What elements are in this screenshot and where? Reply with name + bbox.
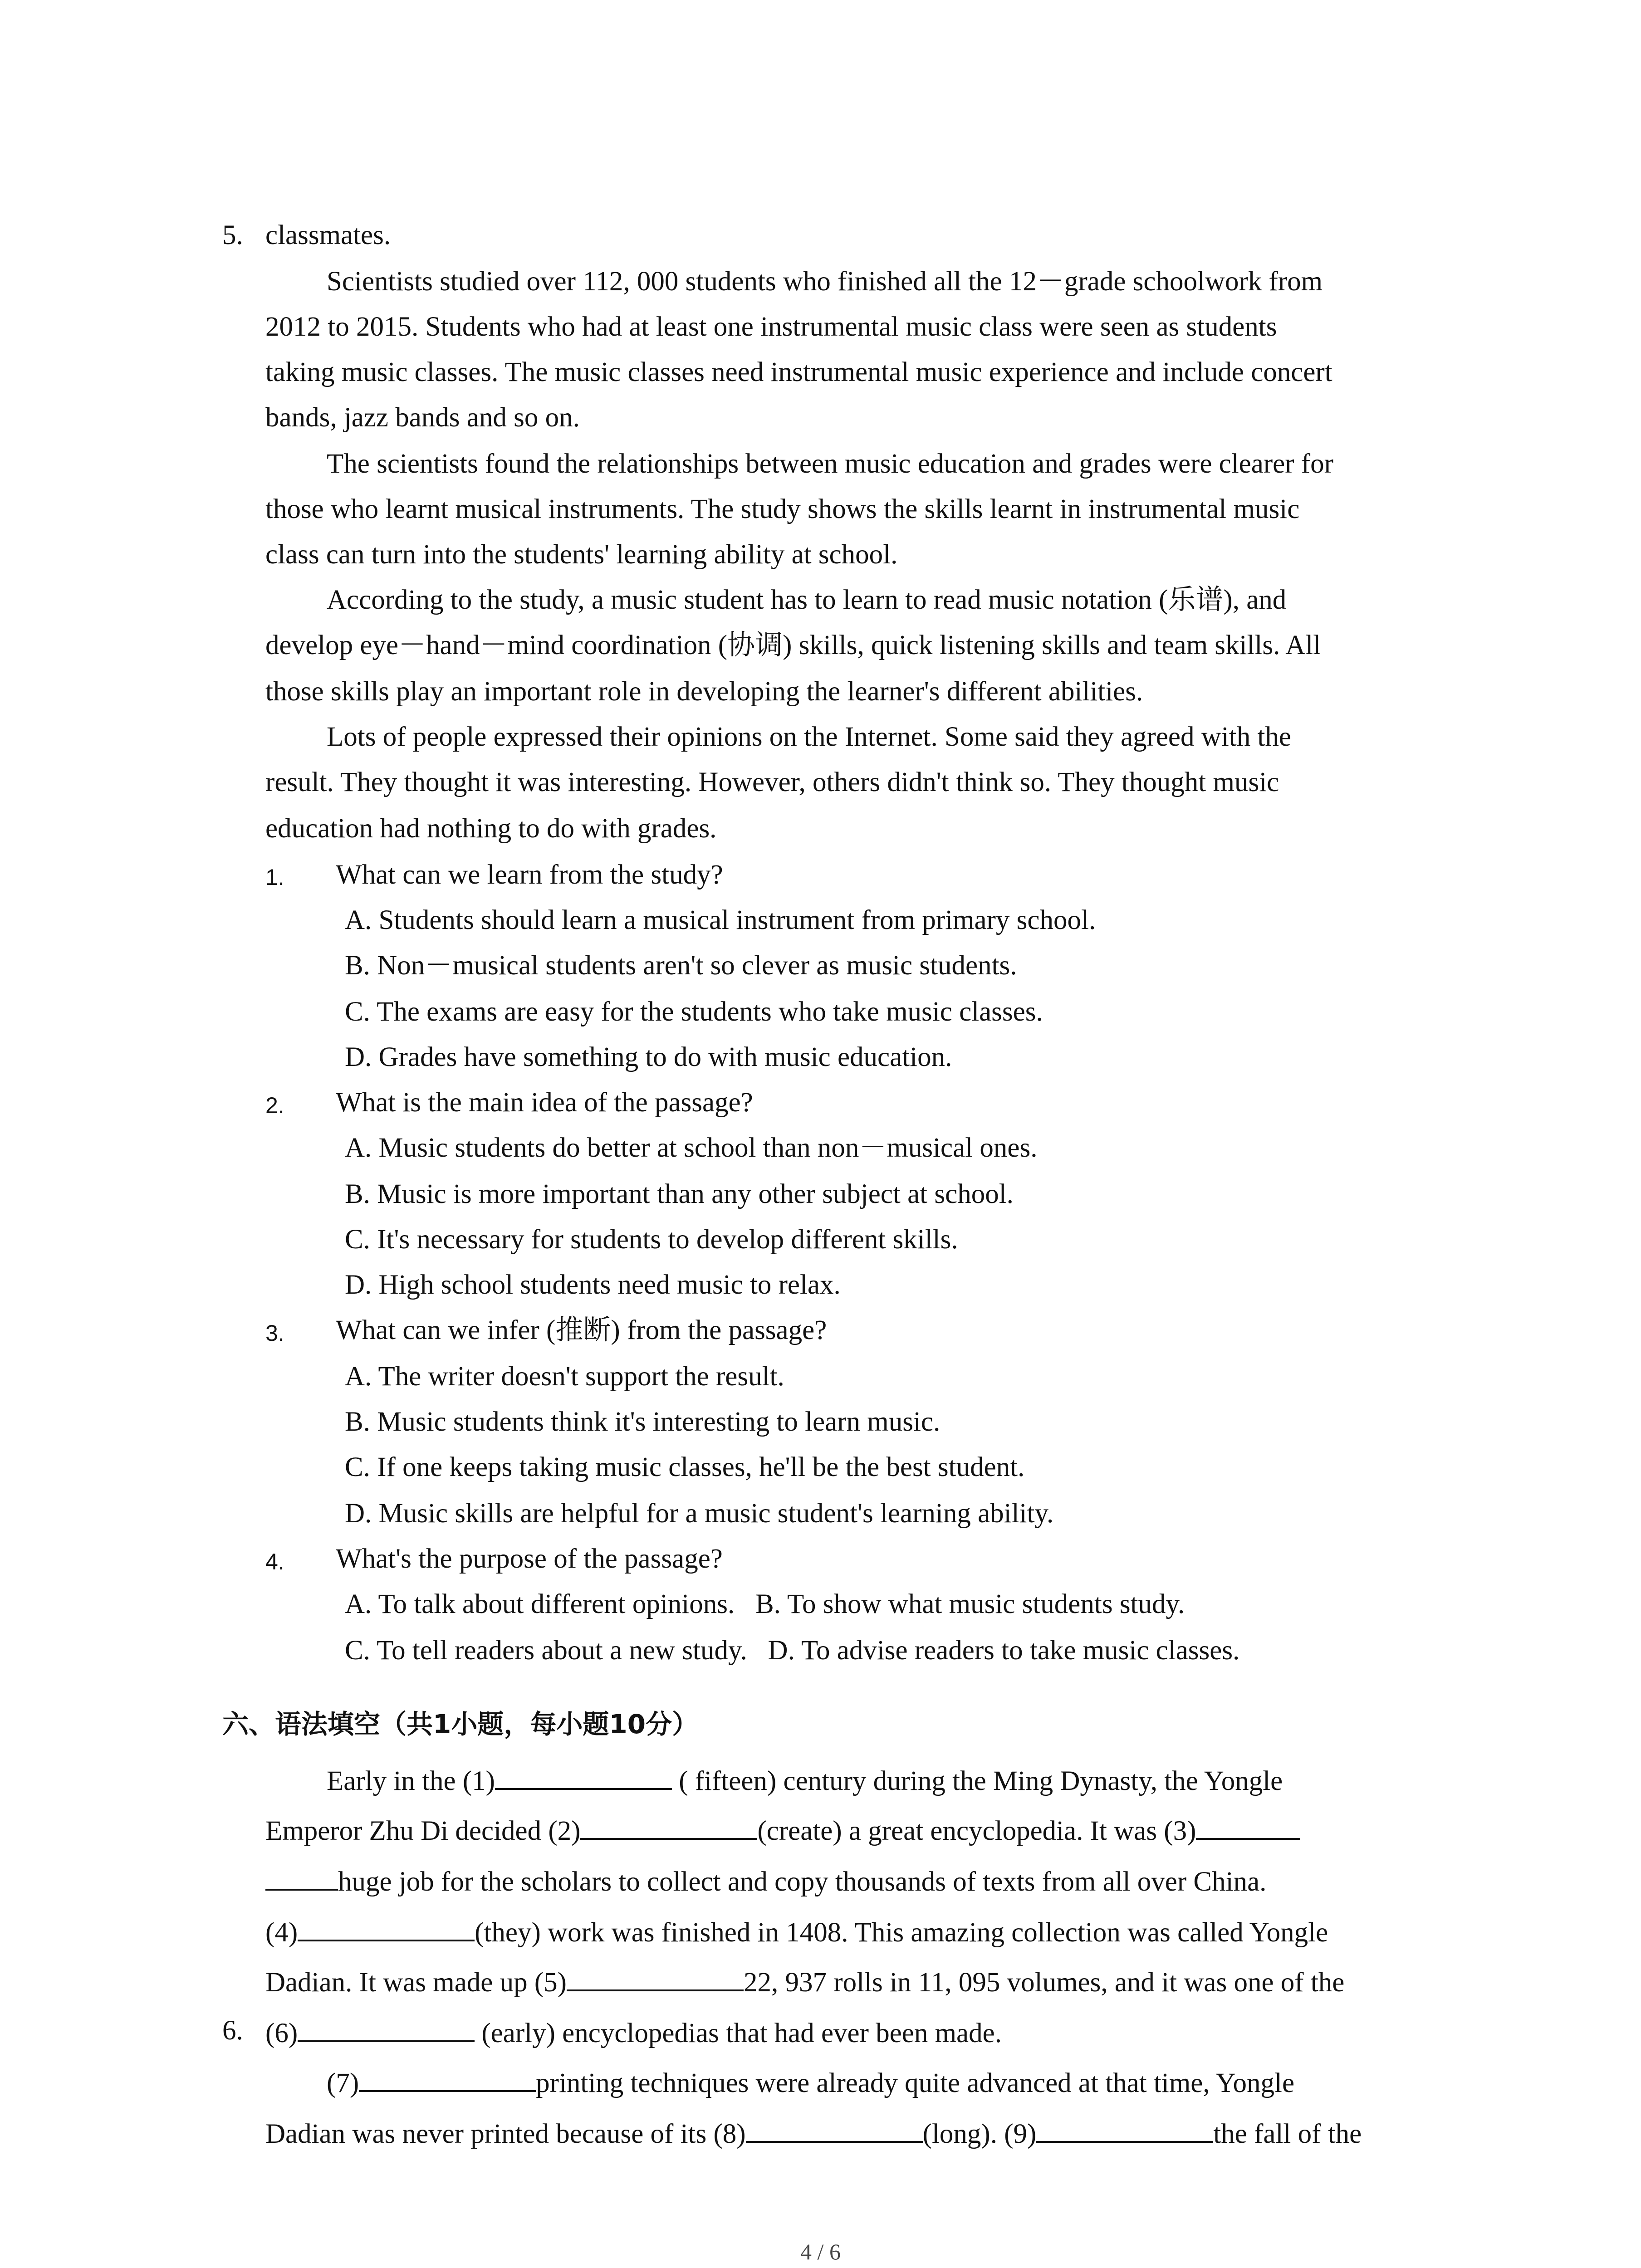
option-row-cd[interactable]: C. To tell readers about a new study. D. To advise readers to take music classes. [345, 1635, 1240, 1666]
option-a[interactable]: A. Music students do better at school than non－musical ones. [345, 1133, 1038, 1163]
paragraph-line: result. They thought it was interesting. However, others didn't think so. They thought music [265, 767, 1279, 797]
option-b[interactable]: B. Non－musical students aren't so clever as music students. [345, 950, 1017, 981]
cloze-text: (create) a great encyclopedia. It was (3) [757, 1816, 1196, 1846]
cloze-text: ( fifteen) century during the Ming Dynasty, the Yongle [671, 1766, 1283, 1796]
page-number: 4 / 6 [800, 2239, 841, 2264]
cloze-line-1 [327, 1765, 1283, 1795]
cloze-line-6 [265, 2017, 1002, 2047]
option-b[interactable]: B. Music students think it's interesting to learn music. [345, 1407, 941, 1437]
blank-8[interactable] [746, 2117, 923, 2143]
blank-2[interactable] [580, 1814, 757, 1840]
option-row-ab[interactable]: A. To talk about different opinions. B. To show what music students study. [345, 1589, 1185, 1619]
cloze-text: Emperor Zhu Di decided (2) [265, 1816, 581, 1846]
question-number-6: 6. [222, 2015, 243, 2046]
paragraph-line: 2012 to 2015. Students who had at least one instrumental music class were seen as students [265, 312, 1277, 342]
blank-6[interactable] [298, 2017, 475, 2042]
option-c[interactable]: C. The exams are easy for the students who take music classes. [345, 997, 1043, 1027]
cloze-text: Dadian was never printed because of its (8) [265, 2119, 746, 2149]
cloze-line-4 [265, 1916, 1328, 1946]
cloze-line-7 [327, 2067, 1294, 2097]
sub-question-text: What can we learn from the study? [336, 860, 723, 890]
blank-5[interactable] [567, 1966, 744, 1991]
paragraph-line: Scientists studied over 112, 000 students who finished all the 12－grade schoolwork from [327, 266, 1323, 297]
sub-question-number: 2. [265, 1093, 284, 1118]
cloze-text: (they) work was finished in 1408. This amazing collection was called Yongle [475, 1917, 1328, 1948]
paragraph-line: bands, jazz bands and so on. [265, 402, 580, 433]
paragraph-line: those skills play an important role in developing the learner's different abilities. [265, 676, 1143, 707]
blank-7[interactable] [359, 2067, 536, 2092]
sub-question-text: What is the main idea of the passage? [336, 1087, 753, 1118]
cloze-text: (7) [327, 2068, 359, 2098]
cloze-text: 22, 937 rolls in 11, 095 volumes, and it was one of the [744, 1967, 1345, 1998]
blank-4[interactable] [298, 1916, 475, 1941]
option-a[interactable]: A. The writer doesn't support the result. [345, 1361, 784, 1392]
section-heading: 六、语法填空（共1小题，每小题10分） [222, 1709, 699, 1740]
paragraph-line: education had nothing to do with grades. [265, 813, 717, 844]
blank-3[interactable] [1196, 1814, 1300, 1840]
passage-line: classmates. [265, 220, 391, 250]
option-d[interactable]: D. Grades have something to do with music education. [345, 1042, 952, 1072]
sub-question-number: 4. [265, 1549, 284, 1574]
option-a[interactable]: A. Students should learn a musical instrument from primary school. [345, 905, 1096, 935]
blank-3-cont[interactable] [265, 1865, 338, 1891]
cloze-text: (4) [265, 1917, 298, 1948]
option-d[interactable]: D. High school students need music to relax. [345, 1270, 841, 1300]
sub-question-text: What can we infer (推断) from the passage? [336, 1315, 827, 1345]
paragraph-line: class can turn into the students' learning ability at school. [265, 539, 898, 570]
option-b[interactable]: B. Music is more important than any other subject at school. [345, 1179, 1014, 1209]
cloze-line-5 [265, 1966, 1344, 1996]
option-d[interactable]: D. Music skills are helpful for a music student's learning ability. [345, 1498, 1054, 1529]
sub-question-text: What's the purpose of the passage? [336, 1544, 723, 1574]
cloze-text: (long). (9) [922, 2119, 1037, 2149]
blank-1[interactable] [495, 1765, 672, 1790]
paragraph-line: those who learnt musical instruments. The study shows the skills learnt in instrumental music [265, 494, 1300, 524]
cloze-text: the fall of the [1213, 2119, 1362, 2149]
paragraph-line: The scientists found the relationships between music education and grades were clearer for [327, 449, 1333, 479]
sub-question-number: 1. [265, 865, 284, 890]
option-c[interactable]: C. If one keeps taking music classes, he'll be the best student. [345, 1452, 1025, 1482]
question-number-5: 5. [222, 220, 243, 250]
cloze-text: Dadian. It was made up (5) [265, 1967, 567, 1998]
paragraph-line: taking music classes. The music classes need instrumental music experience and include concert [265, 357, 1332, 387]
option-c[interactable]: C. It's necessary for students to develop different skills. [345, 1224, 958, 1255]
cloze-line-3 [265, 1865, 1266, 1896]
cloze-text: printing techniques were already quite advanced at that time, Yongle [536, 2068, 1295, 2098]
blank-9[interactable] [1036, 2117, 1213, 2143]
sub-question-number: 3. [265, 1320, 284, 1346]
paragraph-line: develop eye－hand－mind coordination (协调) skills, quick listening skills and team skills. All [265, 630, 1321, 660]
cloze-line-2 [265, 1814, 1300, 1845]
paragraph-line: Lots of people expressed their opinions on the Internet. Some said they agreed with the [327, 722, 1291, 752]
paragraph-line: According to the study, a music student has to learn to read music notation (乐谱), and [327, 585, 1287, 615]
cloze-text: (6) [265, 2018, 298, 2048]
cloze-line-8 [265, 2117, 1362, 2148]
cloze-text: (early) encyclopedias that had ever been made. [475, 2018, 1002, 2048]
cloze-text: Early in the (1) [327, 1766, 495, 1796]
cloze-text: huge job for the scholars to collect and copy thousands of texts from all over China. [338, 1867, 1267, 1897]
